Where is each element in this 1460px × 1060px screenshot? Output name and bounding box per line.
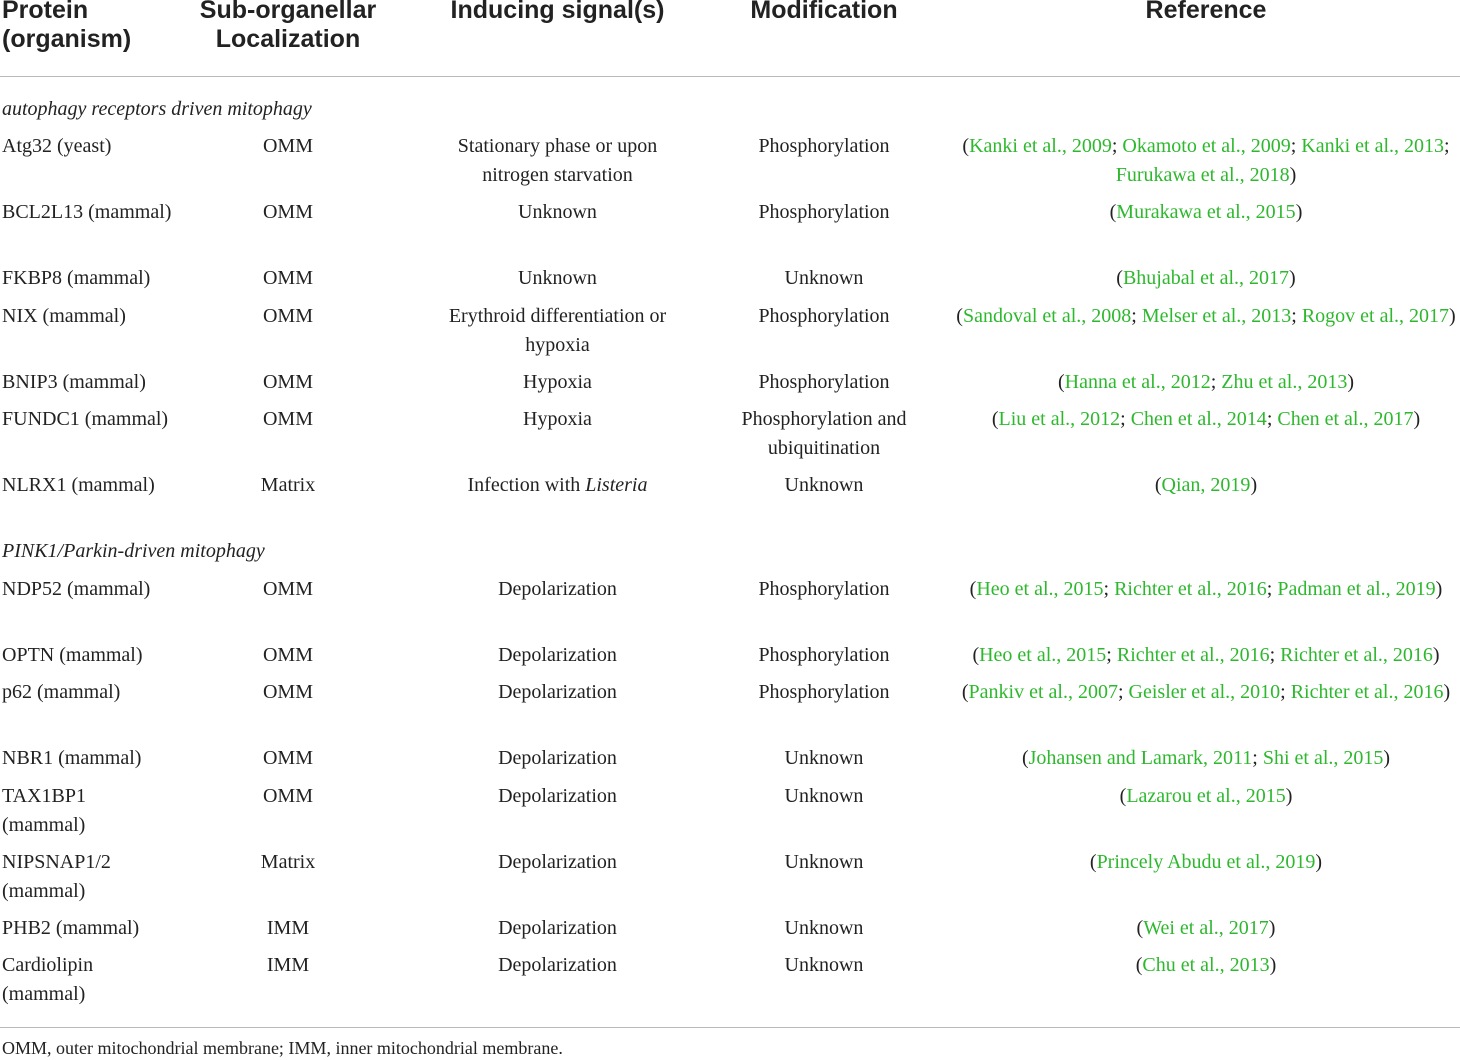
ref-separator: ; [1280,681,1291,703]
reference-cell [952,678,1460,707]
ref-separator: ; [1106,644,1117,666]
localization-cell: OMM [262,747,313,769]
reference-link[interactable]: Richter et al., 2016 [1114,578,1267,600]
header-modification: Modification [750,0,898,24]
modification-cell: Phosphorylation [758,644,890,666]
modification-cell: Phosphorylation [758,305,890,327]
localization-cell: IMM [266,917,310,939]
protein-cell: BNIP3 (mammal) [2,371,146,393]
reference-link[interactable]: Lazarou et al., 2015 [1126,785,1286,807]
reference-link[interactable]: Shi et al., 2015 [1262,747,1384,769]
signal-cell: Depolarization [498,785,617,807]
modification-cell: Phosphorylation [758,681,890,703]
signal-cell: Depolarization [498,954,617,976]
reference-link[interactable]: Padman et al., 2019 [1277,578,1436,600]
signal-text: Infection with [467,474,586,496]
protein-cell: NIPSNAP1/2 (mammal) [2,851,111,902]
protein-cell: NLRX1 (mammal) [2,474,155,496]
ref-separator: ; [1111,135,1123,157]
header-reference: Reference [1145,0,1267,24]
protein-cell: NDP52 (mammal) [2,578,151,600]
signal-cell: Depolarization [498,917,617,939]
ref-separator: ; [1210,371,1222,393]
signal-cell: Hypoxia [523,371,592,393]
ref-close-paren: ) [1269,954,1277,976]
reference-cell [952,302,1460,331]
reference-link[interactable]: Princely Abudu et al., 2019 [1096,851,1316,873]
reference-link[interactable]: Rogov et al., 2017 [1301,305,1450,327]
protein-cell: TAX1BP1 (mammal) [2,785,86,836]
ref-open-paren: ( [956,305,963,327]
reference-link[interactable]: Richter et al., 2016 [1116,644,1270,666]
signal-cell: Hypoxia [523,408,592,430]
modification-cell: Unknown [784,851,864,873]
ref-separator: ; [1120,408,1131,430]
protein-cell: NBR1 (mammal) [2,747,142,769]
localization-cell: OMM [262,408,313,430]
section-title: PINK1/Parkin-driven mitophagy [2,540,265,562]
protein-cell: BCL2L13 (mammal) [2,201,172,223]
ref-close-paren: ) [1435,578,1443,600]
reference-link[interactable]: Pankiv et al., 2007 [968,681,1118,703]
reference-link[interactable]: Richter et al., 2016 [1280,644,1433,666]
reference-link[interactable]: Zhu et al., 2013 [1221,371,1348,393]
modification-cell: Phosphorylation [758,578,890,600]
footnote: OMM, outer mitochondrial membrane; IMM, inner mitochondrial membrane. [2,1038,563,1058]
ref-separator: ; [1131,305,1142,327]
protein-cell: p62 (mammal) [2,681,121,703]
reference-cell [952,264,1460,293]
modification-cell: Unknown [784,917,864,939]
modification-cell: Unknown [784,747,864,769]
reference-cell [952,198,1460,227]
ref-close-paren: ) [1413,408,1421,430]
footer-rule [0,1027,1460,1028]
modification-cell: Unknown [784,267,864,289]
signal-cell: Depolarization [498,851,617,873]
reference-cell [952,575,1460,604]
localization-cell: OMM [262,135,313,157]
reference-cell [952,848,1460,877]
ref-close-paren: ) [1289,164,1297,186]
localization-cell: OMM [262,371,313,393]
modification-cell: Phosphorylation [758,371,890,393]
localization-cell: OMM [262,305,313,327]
reference-link[interactable]: Wei et al., 2017 [1143,917,1269,939]
reference-link[interactable]: Geisler et al., 2010 [1128,681,1281,703]
reference-cell [952,782,1460,811]
ref-separator: ; [1266,578,1278,600]
ref-open-paren: ( [1135,954,1143,976]
modification-cell: Phosphorylation [758,201,890,223]
reference-link[interactable]: Okamoto et al., 2009 [1122,135,1291,157]
reference-link[interactable]: Hanna et al., 2012 [1064,371,1211,393]
ref-open-paren: ( [1136,917,1144,939]
ref-open-paren: ( [972,644,980,666]
ref-close-paren: ) [1268,917,1276,939]
signal-cell: Depolarization [498,747,617,769]
reference-link[interactable]: Furukawa et al., 2018 [1115,164,1290,186]
reference-link[interactable]: Bhujabal et al., 2017 [1122,267,1290,289]
localization-cell: Matrix [260,851,316,873]
ref-close-paren: ) [1383,747,1391,769]
ref-separator: ; [1103,578,1115,600]
reference-cell [952,405,1460,434]
ref-separator: ; [1117,681,1129,703]
table-header [0,0,1460,76]
signal-cell: Depolarization [498,578,617,600]
signal-cell: Depolarization [498,644,617,666]
modification-cell: Phosphorylation [758,135,890,157]
reference-link[interactable]: Sandoval et al., 2008 [962,305,1132,327]
signal-cell: Unknown [518,201,597,223]
protein-cell: NIX (mammal) [2,305,126,327]
ref-open-paren: ( [1021,747,1029,769]
reference-cell [952,744,1460,773]
ref-open-paren: ( [969,578,977,600]
ref-close-paren: ) [1443,681,1451,703]
signal-cell: Erythroid differentiation or hypoxia [448,305,667,356]
protein-cell: Cardiolipin (mammal) [2,954,94,1005]
modification-cell: Unknown [784,954,864,976]
reference-cell [952,471,1460,500]
protein-cell: FKBP8 (mammal) [2,267,151,289]
modification-cell: Unknown [784,474,864,496]
ref-separator: ; [1269,644,1281,666]
ref-close-paren: ) [1432,644,1440,666]
ref-close-paren: ) [1285,785,1293,807]
ref-close-paren: ) [1289,267,1296,289]
protein-cell: PHB2 (mammal) [2,917,140,939]
ref-separator: ; [1290,135,1302,157]
reference-cell [952,951,1460,980]
section-title: autophagy receptors driven mitophagy [2,98,312,120]
reference-link[interactable]: Kanki et al., 2013 [1301,135,1445,157]
reference-cell [952,641,1460,670]
reference-cell [952,914,1460,943]
localization-cell: OMM [262,201,313,223]
localization-cell: OMM [262,681,313,703]
ref-open-paren: ( [991,408,999,430]
modification-cell: Unknown [784,785,864,807]
ref-open-paren: ( [962,135,970,157]
ref-separator: ; [1252,747,1263,769]
signal-cell: Unknown [518,267,597,289]
reference-cell [952,368,1460,397]
reference-link[interactable]: Kanki et al., 2009 [969,135,1112,157]
reference-link[interactable]: Johansen and Lamark, 2011 [1028,747,1253,769]
ref-open-paren: ( [1154,474,1162,496]
reference-link[interactable]: Qian, 2019 [1161,474,1251,496]
ref-close-paren: ) [1315,851,1323,873]
protein-cell: Atg32 (yeast) [2,135,112,157]
reference-cell [952,132,1460,190]
ref-open-paren: ( [1057,371,1065,393]
reference-link[interactable]: Chen et al., 2017 [1277,408,1414,430]
localization-cell: IMM [266,954,310,976]
reference-link[interactable]: Liu et al., 2012 [998,408,1121,430]
ref-open-paren: ( [1116,267,1123,289]
ref-open-paren: ( [1119,785,1127,807]
ref-open-paren: ( [961,681,969,703]
reference-link[interactable]: Richter et al., 2016 [1290,681,1444,703]
modification-cell: Phosphorylation and ubiquitination [741,408,907,459]
ref-close-paren: ) [1295,201,1303,223]
reference-link[interactable]: Melser et al., 2013 [1141,305,1292,327]
reference-link[interactable]: Murakawa et al., 2015 [1116,201,1296,223]
ref-separator: ; [1444,135,1450,157]
ref-open-paren: ( [1089,851,1097,873]
signal-cell: Depolarization [498,681,617,703]
reference-link[interactable]: Chu et al., 2013 [1142,954,1270,976]
signal-cell: Stationary phase or upon nitrogen starvation [457,135,658,186]
header-localization: Sub-organellar Localization [199,0,377,53]
protein-cell: OPTN (mammal) [2,644,143,666]
ref-separator: ; [1291,305,1302,327]
ref-close-paren: ) [1250,474,1258,496]
header-rule [0,76,1460,77]
ref-close-paren: ) [1347,371,1355,393]
header-protein: Protein (organism) [2,0,132,53]
ref-close-paren: ) [1449,305,1456,327]
ref-separator: ; [1266,408,1278,430]
localization-cell: OMM [262,267,313,289]
localization-cell: OMM [262,578,313,600]
localization-cell: OMM [262,644,313,666]
localization-cell: Matrix [260,474,316,496]
signal-organism: Listeria [585,474,648,496]
signal-cell [425,471,690,500]
reference-link[interactable]: Heo et al., 2015 [976,578,1104,600]
header-signal: Inducing signal(s) [450,0,665,24]
localization-cell: OMM [262,785,313,807]
ref-open-paren: ( [1109,201,1117,223]
reference-link[interactable]: Chen et al., 2014 [1130,408,1267,430]
protein-cell: FUNDC1 (mammal) [2,408,169,430]
reference-link[interactable]: Heo et al., 2015 [979,644,1107,666]
